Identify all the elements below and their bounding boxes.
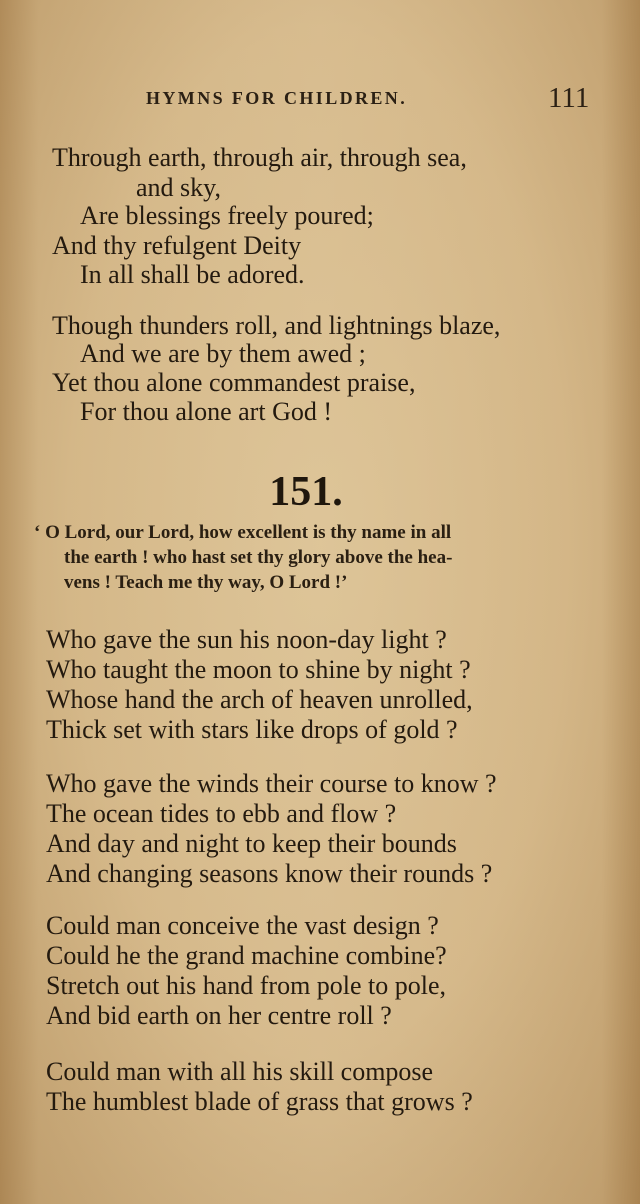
verse-line: Yet thou alone commandest praise, [52, 368, 416, 397]
verse-line: And thy refulgent Deity [52, 231, 302, 260]
verse-line: Thick set with stars like drops of gold ? [46, 715, 458, 744]
page-header [0, 82, 640, 112]
verse-line: Stretch out his hand from pole to pole, [46, 971, 447, 1000]
verse-line: Whose hand the arch of heaven unrolled, [46, 685, 473, 714]
verse-line: And day and night to keep their bounds [46, 829, 457, 858]
verse-line: The ocean tides to ebb and flow ? [46, 799, 397, 828]
verse-line: Through earth, through air, through sea, [52, 143, 467, 172]
verse-line: Are blessings freely poured; [80, 201, 374, 230]
verse-line: Could man conceive the vast design ? [46, 911, 439, 940]
epigraph-line: vens ! Teach me thy way, O Lord !’ [64, 572, 348, 593]
verse-line: Could he the grand machine combine? [46, 941, 447, 970]
verse-line: Who gave the sun his noon-day light ? [46, 625, 447, 654]
verse-line: Could man with all his skill compose [46, 1057, 434, 1086]
verse-line: The humblest blade of grass that grows ? [46, 1087, 473, 1116]
running-head: HYMNS FOR CHILDREN. [146, 88, 408, 108]
verse-line: Who gave the winds their course to know ? [46, 769, 497, 798]
epigraph-line: the earth ! who hast set thy glory above the hea- [64, 547, 453, 568]
epigraph-line: ‘ O Lord, our Lord, how excellent is thy name in all [34, 522, 452, 543]
verse-line: Who taught the moon to shine by night ? [46, 655, 471, 684]
verse-line: And changing seasons know their rounds ? [46, 859, 493, 888]
verse-line: Though thunders roll, and lightnings blaze, [52, 311, 501, 340]
verse-line: For thou alone art God ! [80, 397, 333, 426]
verse-line: And we are by them awed ; [80, 339, 366, 368]
page-number: 111 [548, 82, 590, 114]
verse-line: And bid earth on her centre roll ? [46, 1001, 392, 1030]
hymn-number: 151. [269, 469, 343, 515]
verse-line: and sky, [136, 173, 221, 202]
verse-line: In all shall be adored. [80, 260, 305, 289]
